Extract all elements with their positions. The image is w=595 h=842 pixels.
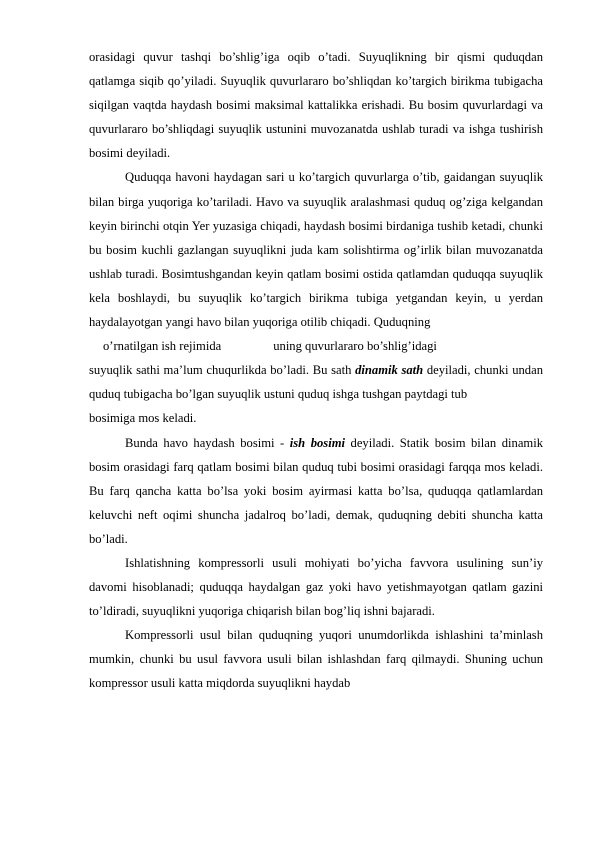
paragraph-2: Quduqqa havoni haydagan sari u ko’targich quvurlarga o’tib, gaidangan suyuqlik bilan birga yuqoriga ko’tariladi. Havo va suyuqlik aralashmasi quduq og’ziga kelgandan keyin birinchi otqin Yer yuzasiga chiqadi, haydash bosimi birdaniga tushib ketadi, chunki bu bosim kuchli gazlangan suyuqlikni juda kam solishtirma og’irlik bilan muvozanatda ushlab turadi. Bosimtushgandan keyin qatlam bosimi ostida qatlamdan quduqqa suyuqlik kela boshlaydi, bu suyuqlik ko’targich birikma tubiga yetgandan keyin, u yerdan haydalayotgan yangi havo bilan yuqoriga otilib chiqadi. Quduqning [89,170,543,330]
paragraph-2-rejim-line [89,334,543,358]
paragraph-2-rest-2: deyiladi, chunki undan quduq tubigacha bo’lgan suyuqlik ustuni quduq ishga tushgan paytdagi tub [89,363,543,402]
paragraph-5: Kompressorli usul bilan quduqning yuqori unumdorlikda ishlashini ta’minlash mumkin, chunki bu usul favvora usuli bilan ishlashdan farq qilmaydi. Shuning uchun kompressor usuli katta miqdorda suyuqlikni haydab [89,628,543,691]
paragraph-3-a: Bunda havo haydash bosimi - [125,435,290,450]
paragraph-2-line-a: o’rnatilgan ish rejimida [103,339,222,354]
document-page [89,45,543,696]
ish-bosimi-term: ish bosimi [289,435,345,450]
paragraph-1: orasidagi quvur tashqi bo’shlig’iga oqib o’tadi. Suyuqlikning bir qismi quduqdan qatlamga siqib qo’yiladi. Suyuqlik quvurlararo bo’shliqdan ko’targich birikma tubigacha siqilgan vaqtda haydash bosimi maksimal kattalikka erishadi. Bu bosim quvurlardagi va quvurlararo bo’shliqdagi suyuqlik ustunini muvozanatda ushlab turadi va ishga tushirish bosimi deyiladi. [89,50,543,161]
paragraph-3 [89,431,543,551]
paragraph-2-rest-1: suyuqlik sathi ma’lum chuqurlikda bo’ladi. Bu sath [89,363,356,378]
paragraph-2-line-b: uning quvurlararo bo’shlig’idagi [273,339,437,354]
paragraph-3-b: deyiladi. Statik bosim bilan dinamik bosim orasidagi farq qatlam bosimi bilan quduq tubi bosimi orasidagi farqqa mos keladi. Bu farq qancha katta bo’lsa yoki bosim ayirmasi katta bo’lsa, quduqqa qatlamlardan keluvchi neft oqimi shuncha jadalroq bo’ladi, demak, quduqning debiti shuncha katta bo’ladi. [89,435,544,546]
paragraph-2-tail: bosimiga mos keladi. [89,411,197,426]
paragraph-4: Ishlatishning kompressorli usuli mohiyati bo’yicha favvora usulining sun’iy davomi hisoblanadi; quduqqa haydalgan gaz yoki havo yetishmayotgan qatlam gazini to’ldiradi, suyuqlikni yuqoriga chiqarish bilan bog’liq ishni bajaradi. [89,555,543,619]
paragraph-2-continued [89,358,543,406]
dinamik-sath-term: dinamik sath [355,363,424,378]
